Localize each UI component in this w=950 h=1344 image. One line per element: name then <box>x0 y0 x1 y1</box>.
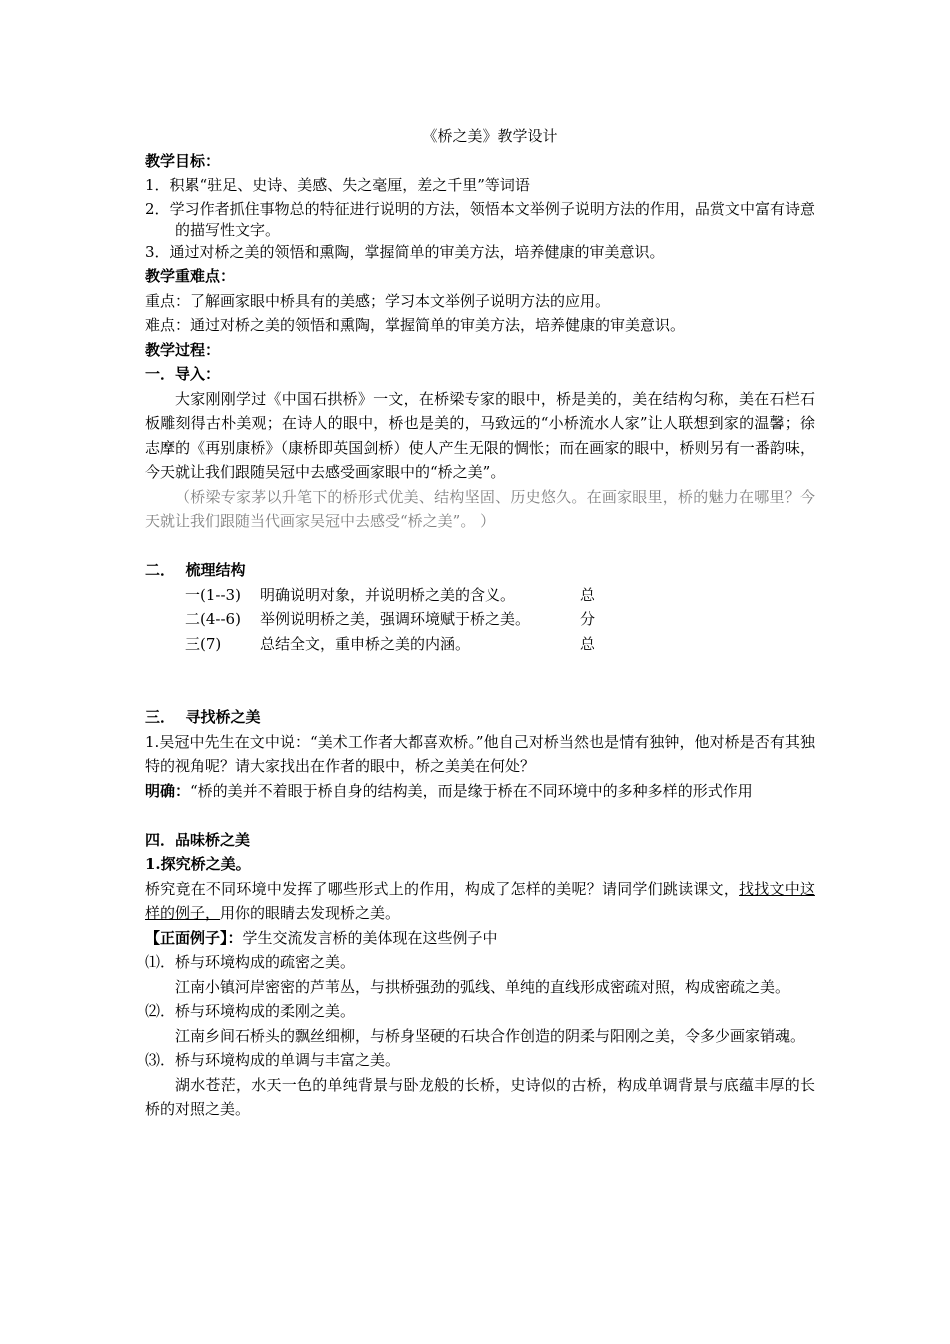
taste-question <box>145 877 815 926</box>
find-answer <box>145 779 815 804</box>
structure-desc: 举例说明桥之美，强调环境赋于桥之美。 <box>260 610 531 628</box>
doc-title: 《桥之美》教学设计 <box>422 127 558 145</box>
structure-row <box>145 632 815 657</box>
example-title: ⑵．桥与环境构成的柔刚之美。 <box>145 1002 356 1020</box>
goal-item: 1．积累“驻足、史诗、美感、失之毫厘，差之千里”等词语 <box>145 176 530 194</box>
difficulty-text: 难点：通过对桥之美的领悟和熏陶，掌握简单的审美方法，培养健康的审美意识。 <box>145 316 686 334</box>
example-text: 江南乡间石桥头的飘丝细柳，与桥身坚硬的石块合作创造的阴柔与阳刚之美，令多少画家销魂。 <box>175 1026 806 1045</box>
structure-tag: 总 <box>580 634 596 653</box>
question-text: 桥究竟在不同环境中发挥了哪些形式上的作用，构成了怎样的美呢？请同学们跳读课文， <box>145 879 740 898</box>
intro-paragraph: 大家刚刚学过《中国石拱桥》一文，在桥梁专家的眼中，桥是美的，美在结构匀称，美在石栏石板雕刻得古朴美观；在诗人的眼中，桥也是美的，马致远的“小桥流水人家”让人联想到家的温馨；徐志摩的《再别康桥》（康桥即英国剑桥）使人产生无限的惆怅；而在画家的眼中，桥则另有一番韵味，今天就让我们跟随吴冠中去感受画家眼中的“桥之美”。 <box>145 389 815 481</box>
answer-text: “桥的美并不着眼于桥自身的结构美，而是缘于桥在不同环境中的多种多样的形式作用 <box>190 781 753 800</box>
structure-tag: 总 <box>580 585 596 604</box>
intro-note: （桥梁专家茅以升笔下的桥形式优美、结构坚固、历史悠久。在画家眼里，桥的魅力在哪里？今天就让我们跟随当代画家吴冠中去感受“桥之美”。 ） <box>145 487 815 530</box>
structure-part: 三(7) <box>185 634 222 653</box>
structure-desc: 总结全文，重申桥之美的内涵。 <box>260 634 471 653</box>
positive-label: 【正面例子】： <box>145 928 243 947</box>
question-underlined: 找找文中这样的例子， <box>145 879 815 922</box>
structure-row <box>145 607 815 632</box>
example-title: ⑴．桥与环境构成的疏密之美。 <box>145 953 356 971</box>
example-text: 江南小镇河岸密密的芦苇丛，与拱桥强劲的弧线、单纯的直线形成密疏对照，构成密疏之美。 <box>175 977 791 996</box>
keypoints-heading: 教学重难点： <box>145 267 236 285</box>
find-question: 1.吴冠中先生在文中说：“美术工作者大都喜欢桥。”他自己对桥当然也是情有独钟，他对桥是否有其独特的视角呢？请大家找出在作者的眼中，桥之美美在何处？ <box>145 732 815 775</box>
focus-text: 重点：了解画家眼中桥具有的美感；学习本文举例子说明方法的应用。 <box>145 291 611 310</box>
question-text-end: 用你的眼睛去发现桥之美。 <box>220 904 401 922</box>
intro-heading: 一．导入： <box>145 365 221 383</box>
structure-desc: 明确说明对象，并说明桥之美的含义。 <box>260 585 516 604</box>
structure-row <box>145 583 815 608</box>
goal-item: 2．学习作者抓住事物总的特征进行说明的方法，领悟本文举例子说明方法的作用，品赏文中富有诗意的描写性文字。 <box>145 199 815 239</box>
positive-text: 学生交流发言桥的美体现在这些例子中 <box>242 928 498 947</box>
goal-item: 3．通过对桥之美的领悟和熏陶，掌握简单的审美方法，培养健康的审美意识。 <box>145 242 665 261</box>
example-title: ⑶．桥与环境构成的单调与丰富之美。 <box>145 1051 401 1069</box>
find-heading: 三． 寻找桥之美 <box>145 708 261 726</box>
taste-subheading: 1.探究桥之美。 <box>145 855 251 873</box>
structure-part: 二(4--6) <box>185 610 241 628</box>
structure-part: 一(1--3) <box>185 585 241 604</box>
taste-heading: 四．品味桥之美 <box>145 830 251 849</box>
structure-tag: 分 <box>580 610 596 628</box>
goals-heading: 教学目标： <box>145 151 221 170</box>
example-text: 湖水苍茫，水天一色的单纯背景与卧龙般的长桥，史诗似的古桥，构成单调背景与底蕴丰厚的长桥的对照之美。 <box>145 1075 815 1118</box>
answer-label: 明确： <box>145 781 191 800</box>
positive-examples <box>145 926 815 951</box>
document-page <box>145 124 815 1122</box>
process-heading: 教学过程： <box>145 340 221 359</box>
structure-heading: 二． 梳理结构 <box>145 561 246 579</box>
